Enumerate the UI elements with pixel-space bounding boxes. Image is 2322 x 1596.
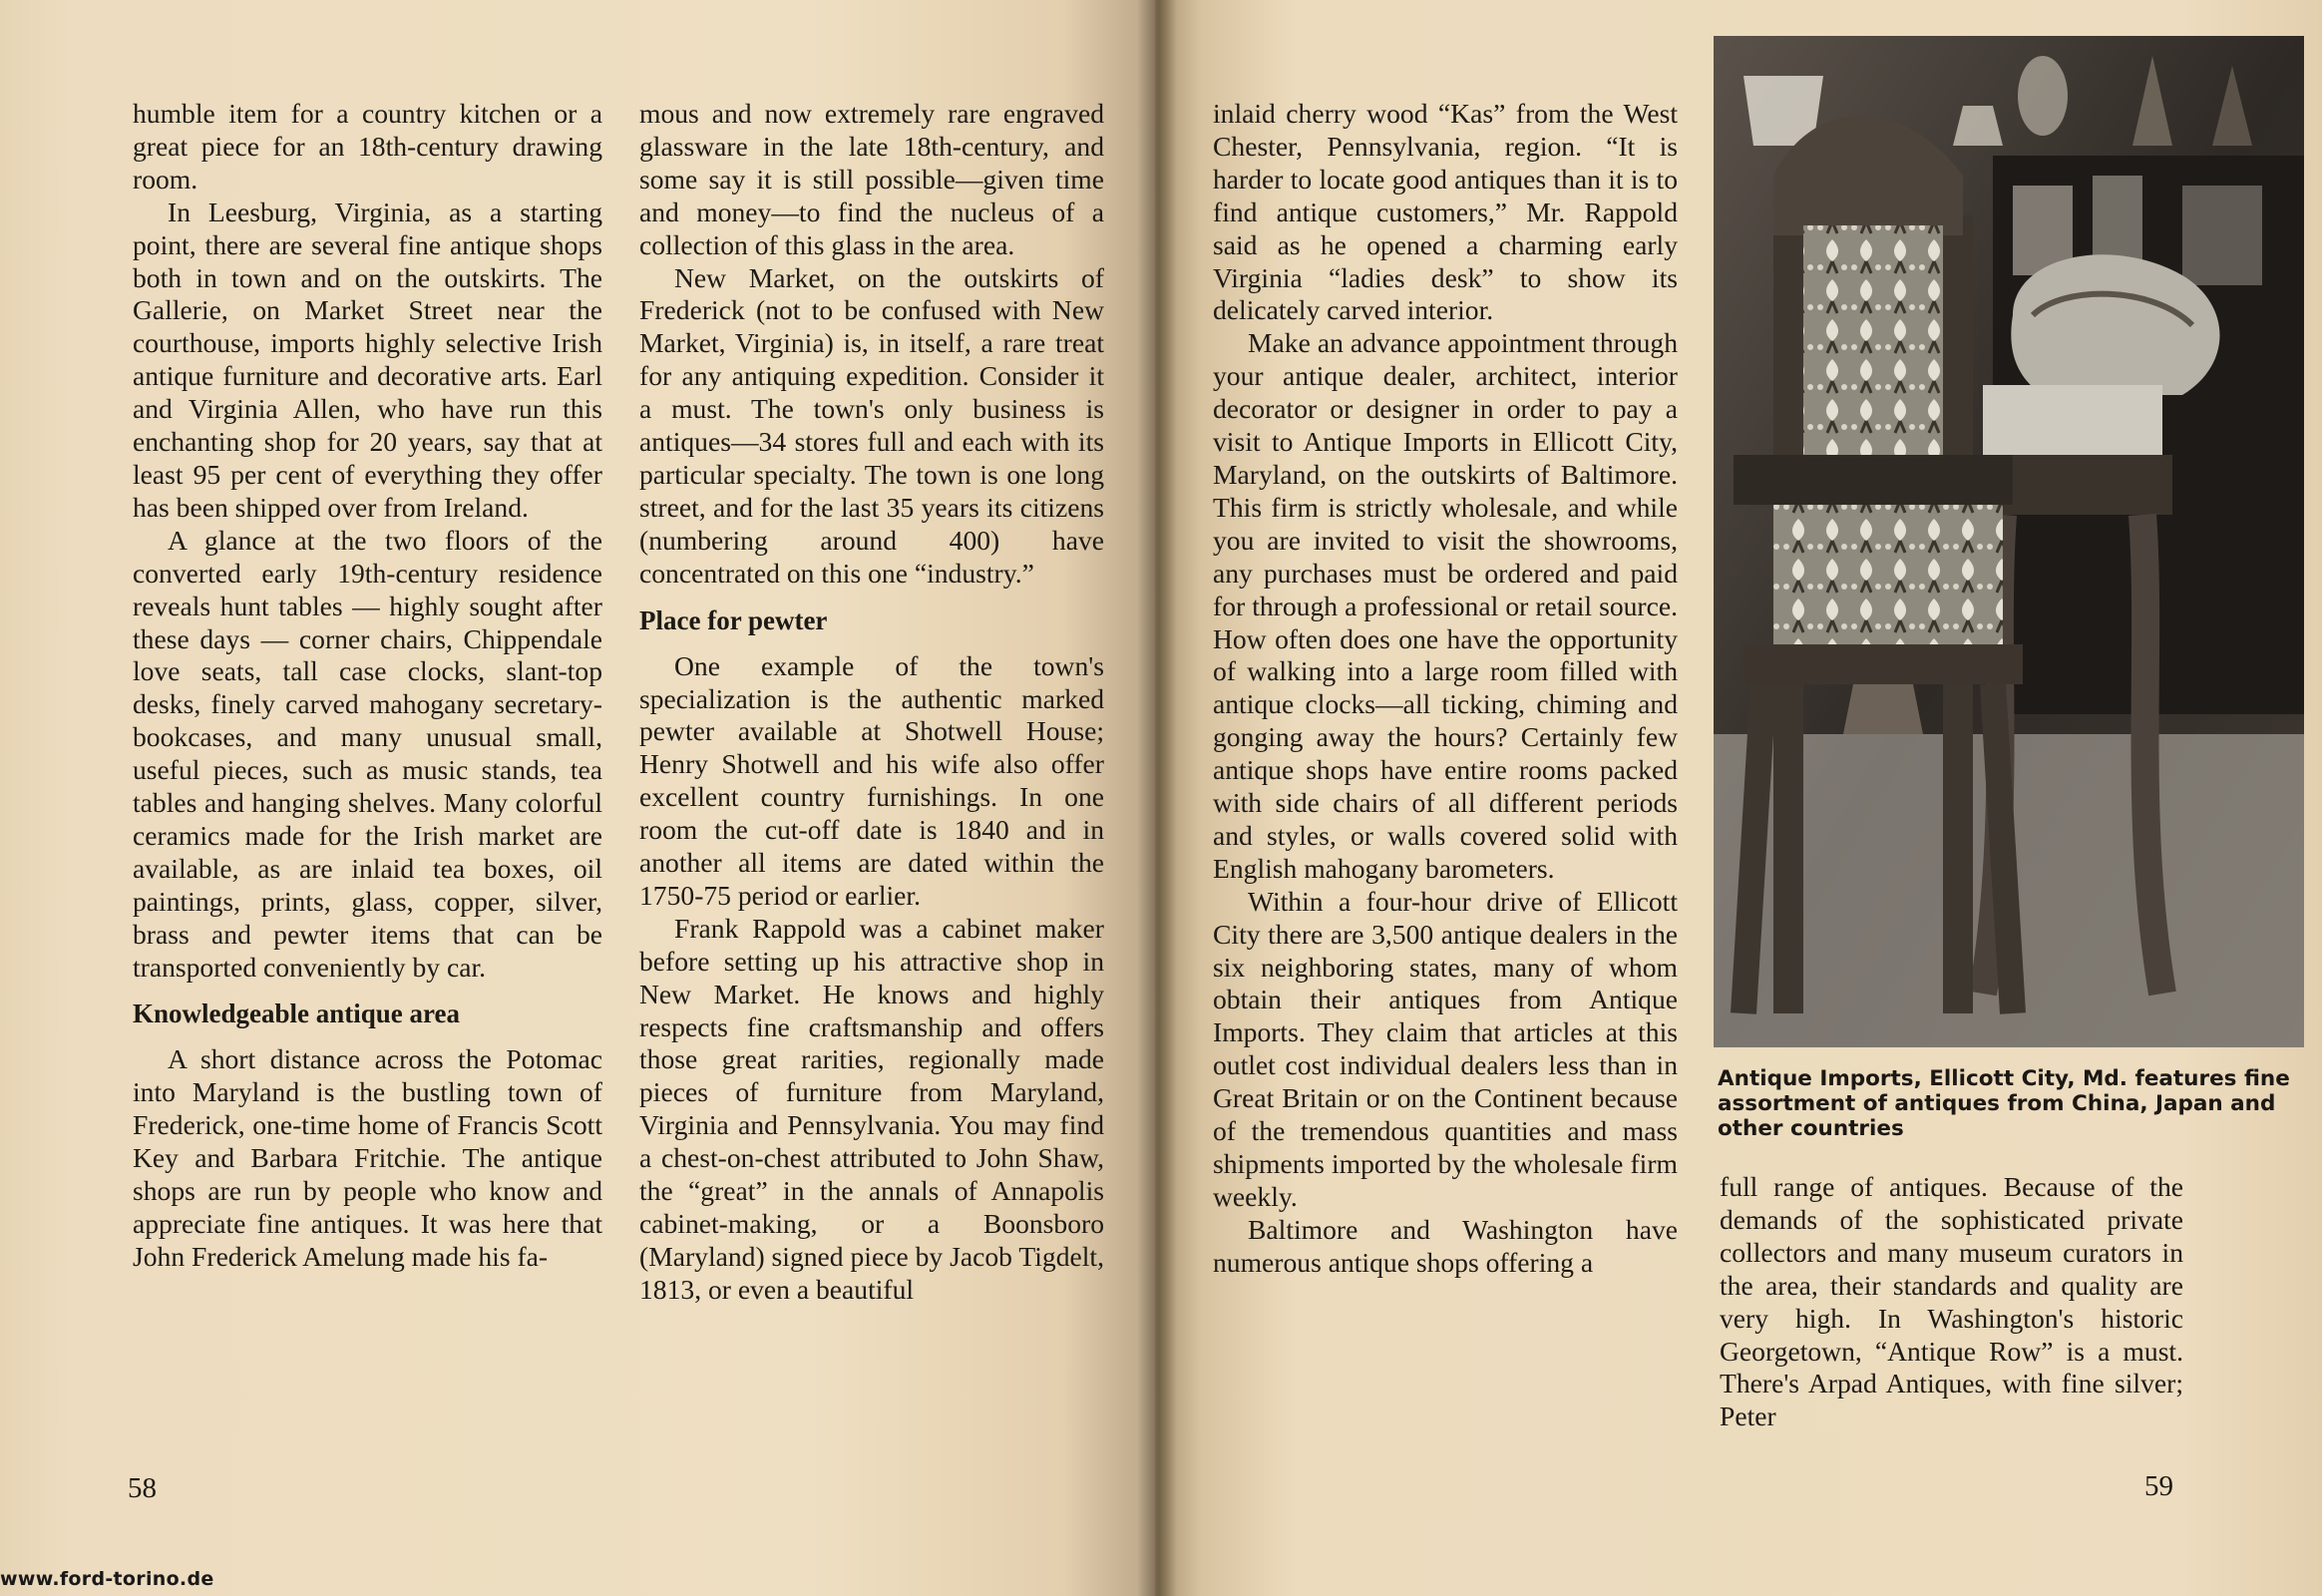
paragraph: In Leesburg, Virginia, as a starting point, there are several fine antique shops both in town and on the outskirts. The Gallerie, on Market Street near the courthouse, imports highly selective Irish antique furniture and decorative arts. Earl and Virginia Allen, who have run this enchanting shop for 20 years, say that at least 95 per cent of everything they offer has been shipped over from Ireland. (133, 196, 602, 523)
paragraph: One example of the town's specialization is the authentic marked pewter available at Shotwell House; Henry Shotwell and his wife also offer excellent country furnishings. In one room the cut-off date is 1840 and in another all items are dated within the 1750-75 period or earlier. (639, 649, 1104, 911)
watermark: www.ford-torino.de (0, 1568, 214, 1590)
paragraph: inlaid cherry wood “Kas” from the West Chester, Pennsylvania, region. “It is harder to locate good antiques than it is to find antique customers,” Mr. Rappold said as he opened a charming early Virginia “ladies desk” to show its delicately carved interior. (1213, 98, 1678, 326)
paragraph: Within a four-hour drive of Ellicott City there are 3,500 antique dealers in the six neighboring states, many of whom obtain their antiques from Antique Imports. They claim that articles at this outlet cost individual dealers less than in Great Britain or on the Continent because of the tremendous quantities and mass shipments imported by the wholesale firm weekly. (1213, 885, 1678, 1212)
left-page (0, 0, 1155, 1596)
paragraph: Frank Rappold was a cabinet maker before setting up his attractive shop in New Market. He knows and highly respects fine craftsmanship and offers those great rarities, regionally made pieces of furniture from Maryland, Virginia and Pennsylvania. You may find a chest-on-chest attributed to John Shaw, the “great” in the annals of Annapolis cabinet-making, or a Boonsboro (Maryland) signed piece by Jacob Tigdelt, 1813, or even a beautiful (639, 912, 1104, 1305)
paragraph: humble item for a country kitchen or a great piece for an 18th-century drawing room. (133, 98, 602, 195)
left-column-2 (639, 98, 1104, 1307)
paragraph: A glance at the two floors of the converted early 19th-century residence reveals hunt tables — highly sought after these days — corner chairs, Chippendale love seats, tall case clocks, slant-top desks, finely carved mahogany secretary-bookcases, and many unusual small, useful pieces, such as music stands, tea tables and hanging shelves. Many colorful ceramics made for the Irish market are available, as are inlaid tea boxes, oil paintings, prints, glass, copper, silver, brass and pewter items that can be transported conveniently by car. (133, 524, 602, 983)
paragraph: New Market, on the outskirts of Frederick (not to be confused with New Market, Virginia) is, in itself, a rare treat for any antiquing expedition. Consider it a must. The town's only business is antiques—34 stores full and each with its particular specialty. The town is one long street, and for the last 35 years its citizens (numbering around 400) have concentrated on this one “industry.” (639, 261, 1104, 589)
right-column-1 (1213, 98, 1678, 1280)
section-heading: Knowledgeable antique area (133, 998, 461, 1029)
section-heading: Place for pewter (639, 604, 828, 635)
paragraph: A short distance across the Potomac into Maryland is the bustling town of Frederick, one-time home of Francis Scott Key and Barbara Fritchie. The antique shops are run by people who know and appreciate fine antiques. It was here that John Frederick Amelung made his fa- (133, 1043, 602, 1272)
book-gutter (1137, 0, 1177, 1596)
page-number-left: 58 (128, 1472, 157, 1504)
antique-chair-photo (1714, 36, 2304, 1047)
page-number-right: 59 (2144, 1470, 2173, 1502)
paragraph: full range of antiques. Because of the demands of the sophisticated private collectors and many museum curators in the area, their standards and quality are very high. In Washington's historic Georgetown, “Antique Row” is a must. There's Arpad Antiques, with fine silver; Peter (1720, 1171, 2183, 1432)
paragraph: Baltimore and Washington have numerous antique shops offering a (1213, 1213, 1678, 1278)
paragraph: Make an advance appointment through your antique dealer, architect, interior decorator or designer in order to pay a visit to Antique Imports in Ellicott City, Maryland, on the outskirts of Baltimore. This firm is strictly wholesale, and while you are invited to visit the showrooms, any purchases must be ordered and paid for through a professional or retail source. How often does one have the opportunity of walking into a large room filled with antique clocks—all ticking, chiming and gonging away the hours? Certainly few antique shops have entire rooms packed with side chairs of all different periods and styles, or walls covered solid with English mahogany barometers. (1213, 327, 1678, 884)
right-column-2 (1720, 1171, 2183, 1433)
photo-caption: Antique Imports, Ellicott City, Md. features fine assortment of antiques from China, Japan and other countries (1718, 1066, 2290, 1141)
paragraph: mous and now extremely rare engraved glassware in the late 18th-century, and some say it is still possible—given time and money—to find the nucleus of a collection of this glass in the area. (639, 98, 1104, 260)
left-column-1 (133, 98, 602, 1274)
